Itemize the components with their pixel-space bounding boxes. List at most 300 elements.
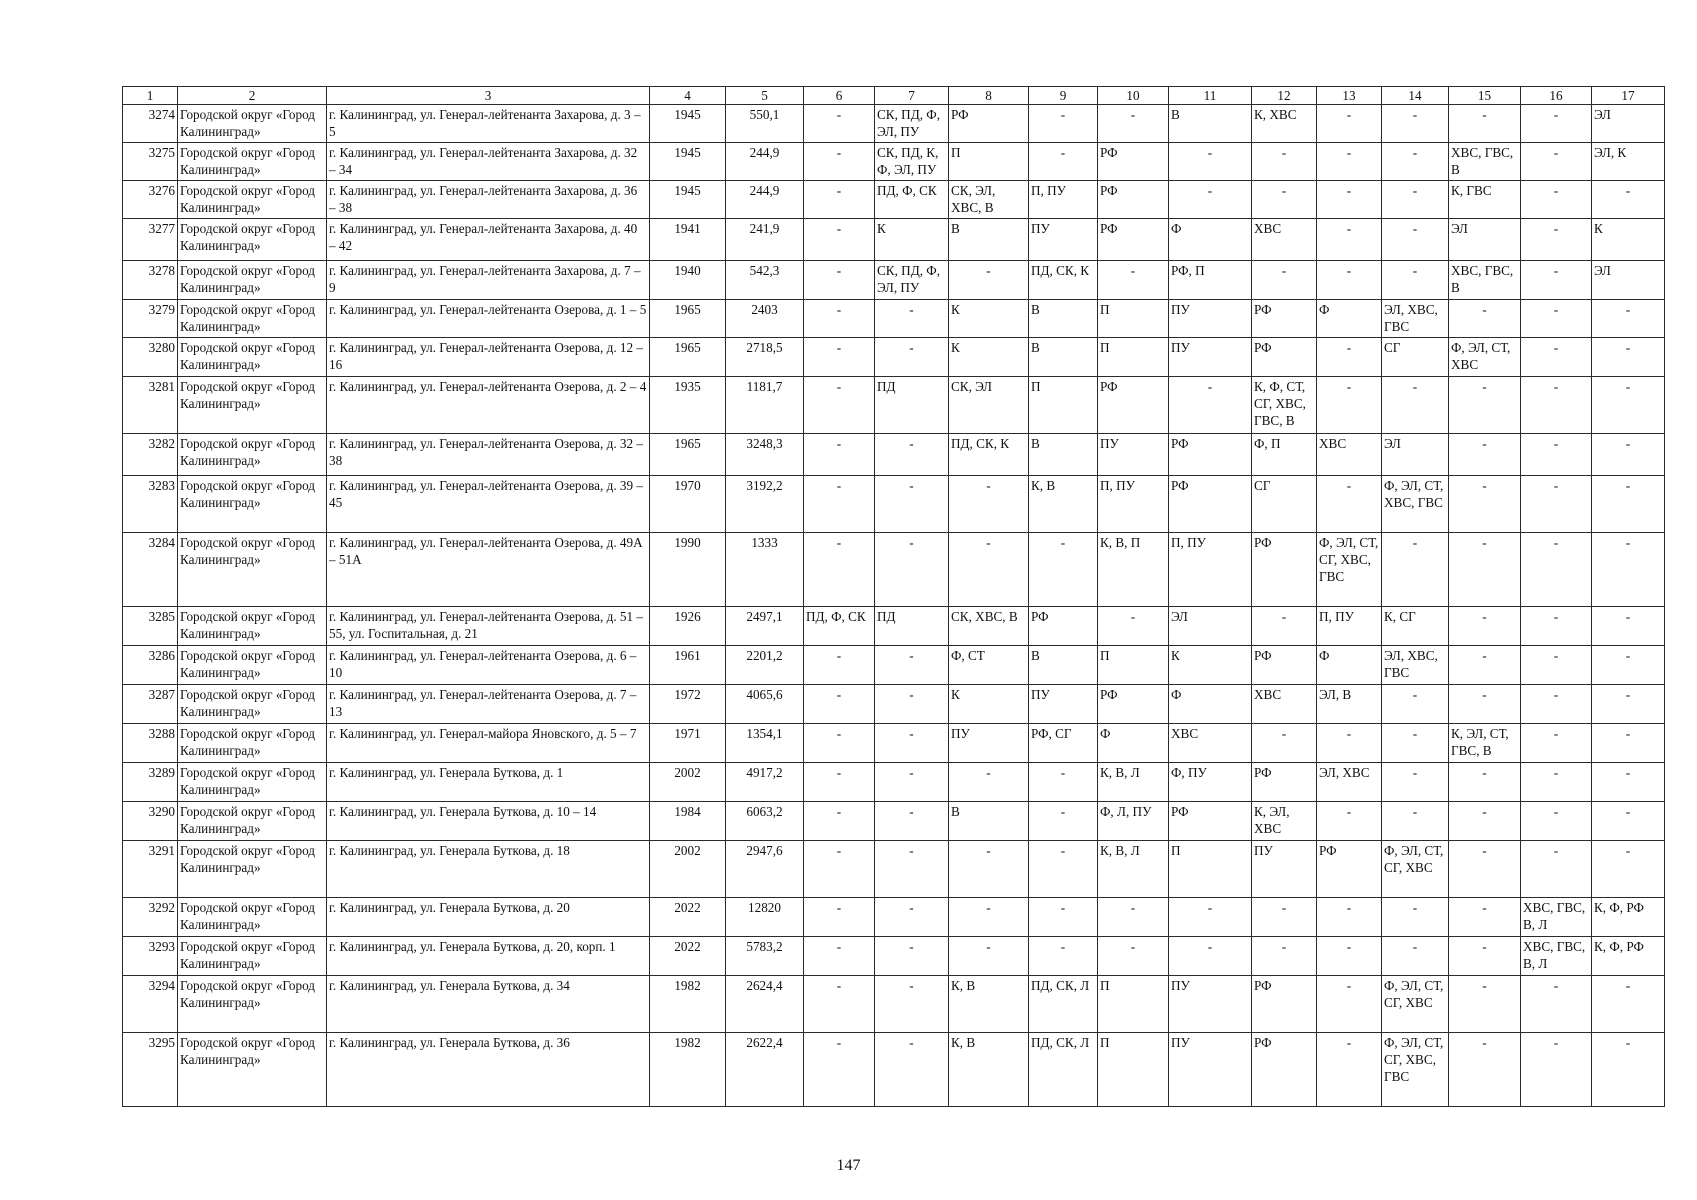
cell-col-7: ПД: [875, 607, 949, 646]
column-header-9: 9: [1029, 87, 1098, 105]
cell-col-2: Городской округ «Город Калининград»: [178, 685, 327, 724]
cell-col-3: г. Калининград, ул. Генерал-лейтенанта Озерова, д. 2 – 4: [327, 377, 650, 434]
cell-col-14: Ф, ЭЛ, СТ, СГ, ХВС: [1382, 841, 1449, 898]
cell-col-15: -: [1449, 646, 1521, 685]
cell-col-7: -: [875, 476, 949, 533]
cell-col-5: 1333: [726, 533, 804, 607]
cell-col-16: -: [1521, 338, 1592, 377]
cell-col-3: г. Калининград, ул. Генерала Буткова, д. 1: [327, 763, 650, 802]
table-row: [123, 607, 1665, 646]
cell-col-11: -: [1169, 377, 1252, 434]
cell-col-10: РФ: [1098, 377, 1169, 434]
cell-col-17: -: [1592, 300, 1665, 338]
cell-col-8: ПУ: [949, 724, 1029, 763]
cell-col-15: -: [1449, 898, 1521, 937]
cell-col-5: 2201,2: [726, 646, 804, 685]
cell-col-11: -: [1169, 181, 1252, 219]
cell-col-1: 3290: [123, 802, 178, 841]
column-header-11: 11: [1169, 87, 1252, 105]
cell-col-5: 2947,6: [726, 841, 804, 898]
cell-col-8: -: [949, 763, 1029, 802]
cell-col-1: 3295: [123, 1033, 178, 1107]
cell-col-3: г. Калининград, ул. Генерала Буткова, д. 36: [327, 1033, 650, 1107]
cell-col-2: Городской округ «Город Калининград»: [178, 841, 327, 898]
cell-col-3: г. Калининград, ул. Генерал-лейтенанта Озерова, д. 39 – 45: [327, 476, 650, 533]
table-row: [123, 976, 1665, 1033]
cell-col-6: -: [804, 724, 875, 763]
cell-col-8: В: [949, 802, 1029, 841]
cell-col-7: СК, ПД, Ф, ЭЛ, ПУ: [875, 105, 949, 143]
cell-col-9: -: [1029, 802, 1098, 841]
cell-col-5: 241,9: [726, 219, 804, 261]
cell-col-17: -: [1592, 607, 1665, 646]
cell-col-3: г. Калининград, ул. Генерала Буткова, д. 10 – 14: [327, 802, 650, 841]
cell-col-13: ХВС: [1317, 434, 1382, 476]
column-header-8: 8: [949, 87, 1029, 105]
cell-col-14: -: [1382, 937, 1449, 976]
cell-col-15: -: [1449, 476, 1521, 533]
cell-col-6: -: [804, 533, 875, 607]
cell-col-3: г. Калининград, ул. Генерал-лейтенанта Озерова, д. 1 – 5: [327, 300, 650, 338]
cell-col-11: П: [1169, 841, 1252, 898]
cell-col-15: -: [1449, 434, 1521, 476]
cell-col-17: К, Ф, РФ: [1592, 898, 1665, 937]
cell-col-8: К: [949, 338, 1029, 377]
cell-col-7: -: [875, 802, 949, 841]
cell-col-15: -: [1449, 763, 1521, 802]
cell-col-7: -: [875, 898, 949, 937]
cell-col-12: К, ХВС: [1252, 105, 1317, 143]
cell-col-7: -: [875, 841, 949, 898]
cell-col-5: 4917,2: [726, 763, 804, 802]
cell-col-15: -: [1449, 685, 1521, 724]
cell-col-17: -: [1592, 724, 1665, 763]
cell-col-5: 2624,4: [726, 976, 804, 1033]
cell-col-17: -: [1592, 646, 1665, 685]
cell-col-12: РФ: [1252, 646, 1317, 685]
cell-col-7: -: [875, 434, 949, 476]
cell-col-2: Городской округ «Город Калининград»: [178, 937, 327, 976]
cell-col-13: -: [1317, 1033, 1382, 1107]
cell-col-4: 1935: [650, 377, 726, 434]
cell-col-3: г. Калининград, ул. Генерал-лейтенанта Озерова, д. 7 – 13: [327, 685, 650, 724]
cell-col-8: В: [949, 219, 1029, 261]
cell-col-2: Городской округ «Город Калининград»: [178, 976, 327, 1033]
cell-col-14: -: [1382, 377, 1449, 434]
cell-col-13: ЭЛ, В: [1317, 685, 1382, 724]
table-row: [123, 181, 1665, 219]
column-header-10: 10: [1098, 87, 1169, 105]
cell-col-11: -: [1169, 143, 1252, 181]
table-body: [123, 105, 1665, 1107]
cell-col-10: -: [1098, 105, 1169, 143]
cell-col-12: Ф, П: [1252, 434, 1317, 476]
cell-col-4: 2022: [650, 937, 726, 976]
cell-col-10: К, В, Л: [1098, 841, 1169, 898]
cell-col-14: Ф, ЭЛ, СТ, ХВС, ГВС: [1382, 476, 1449, 533]
cell-col-2: Городской округ «Город Калининград»: [178, 724, 327, 763]
cell-col-7: -: [875, 338, 949, 377]
cell-col-9: В: [1029, 300, 1098, 338]
cell-col-15: -: [1449, 533, 1521, 607]
cell-col-2: Городской округ «Город Калининград»: [178, 802, 327, 841]
cell-col-9: ПУ: [1029, 219, 1098, 261]
cell-col-11: ХВС: [1169, 724, 1252, 763]
cell-col-14: СГ: [1382, 338, 1449, 377]
table-row: [123, 646, 1665, 685]
cell-col-6: -: [804, 434, 875, 476]
cell-col-4: 2022: [650, 898, 726, 937]
cell-col-7: -: [875, 763, 949, 802]
cell-col-8: К, В: [949, 1033, 1029, 1107]
cell-col-13: -: [1317, 105, 1382, 143]
table-row: [123, 377, 1665, 434]
cell-col-2: Городской округ «Город Калининград»: [178, 898, 327, 937]
cell-col-8: -: [949, 261, 1029, 300]
cell-col-17: -: [1592, 338, 1665, 377]
cell-col-4: 1965: [650, 434, 726, 476]
table-row: [123, 1033, 1665, 1107]
cell-col-13: ЭЛ, ХВС: [1317, 763, 1382, 802]
cell-col-4: 1971: [650, 724, 726, 763]
cell-col-5: 2497,1: [726, 607, 804, 646]
cell-col-6: -: [804, 976, 875, 1033]
cell-col-10: -: [1098, 261, 1169, 300]
cell-col-17: -: [1592, 476, 1665, 533]
cell-col-16: ХВС, ГВС, В, Л: [1521, 937, 1592, 976]
column-header-13: 13: [1317, 87, 1382, 105]
cell-col-8: -: [949, 533, 1029, 607]
cell-col-1: 3278: [123, 261, 178, 300]
cell-col-17: -: [1592, 377, 1665, 434]
cell-col-10: Ф: [1098, 724, 1169, 763]
cell-col-15: -: [1449, 841, 1521, 898]
cell-col-14: Ф, ЭЛ, СТ, СГ, ХВС, ГВС: [1382, 1033, 1449, 1107]
cell-col-12: ХВС: [1252, 219, 1317, 261]
cell-col-17: К, Ф, РФ: [1592, 937, 1665, 976]
cell-col-3: г. Калининград, ул. Генерал-майора Яновского, д. 5 – 7: [327, 724, 650, 763]
cell-col-1: 3275: [123, 143, 178, 181]
cell-col-10: П: [1098, 338, 1169, 377]
cell-col-10: П: [1098, 1033, 1169, 1107]
cell-col-7: -: [875, 724, 949, 763]
cell-col-14: ЭЛ: [1382, 434, 1449, 476]
cell-col-8: СК, ХВС, В: [949, 607, 1029, 646]
cell-col-9: -: [1029, 105, 1098, 143]
cell-col-12: СГ: [1252, 476, 1317, 533]
cell-col-17: К: [1592, 219, 1665, 261]
cell-col-6: -: [804, 143, 875, 181]
cell-col-10: РФ: [1098, 685, 1169, 724]
cell-col-12: -: [1252, 181, 1317, 219]
cell-col-3: г. Калининград, ул. Генерала Буткова, д. 20: [327, 898, 650, 937]
cell-col-16: -: [1521, 219, 1592, 261]
cell-col-11: ЭЛ: [1169, 607, 1252, 646]
cell-col-8: -: [949, 476, 1029, 533]
cell-col-15: -: [1449, 1033, 1521, 1107]
cell-col-8: Ф, СТ: [949, 646, 1029, 685]
cell-col-3: г. Калининград, ул. Генерал-лейтенанта Захарова, д. 40 – 42: [327, 219, 650, 261]
cell-col-3: г. Калининград, ул. Генерал-лейтенанта Озерова, д. 32 – 38: [327, 434, 650, 476]
cell-col-11: ПУ: [1169, 976, 1252, 1033]
cell-col-10: К, В, П: [1098, 533, 1169, 607]
cell-col-13: -: [1317, 898, 1382, 937]
cell-col-17: -: [1592, 841, 1665, 898]
cell-col-8: ПД, СК, К: [949, 434, 1029, 476]
cell-col-2: Городской округ «Город Калининград»: [178, 434, 327, 476]
cell-col-6: -: [804, 476, 875, 533]
cell-col-13: -: [1317, 976, 1382, 1033]
cell-col-13: -: [1317, 377, 1382, 434]
cell-col-13: -: [1317, 476, 1382, 533]
cell-col-11: РФ: [1169, 802, 1252, 841]
cell-col-2: Городской округ «Город Калининград»: [178, 338, 327, 377]
cell-col-14: -: [1382, 724, 1449, 763]
cell-col-16: -: [1521, 685, 1592, 724]
cell-col-9: -: [1029, 898, 1098, 937]
cell-col-3: г. Калининград, ул. Генерал-лейтенанта Озерова, д. 12 – 16: [327, 338, 650, 377]
cell-col-17: ЭЛ, К: [1592, 143, 1665, 181]
cell-col-5: 2403: [726, 300, 804, 338]
cell-col-14: -: [1382, 763, 1449, 802]
cell-col-4: 1990: [650, 533, 726, 607]
cell-col-17: -: [1592, 685, 1665, 724]
cell-col-16: -: [1521, 841, 1592, 898]
cell-col-4: 1940: [650, 261, 726, 300]
cell-col-12: К, Ф, СТ, СГ, ХВС, ГВС, В: [1252, 377, 1317, 434]
cell-col-1: 3289: [123, 763, 178, 802]
cell-col-12: -: [1252, 261, 1317, 300]
cell-col-16: -: [1521, 802, 1592, 841]
column-header-2: 2: [178, 87, 327, 105]
cell-col-5: 2718,5: [726, 338, 804, 377]
cell-col-10: РФ: [1098, 181, 1169, 219]
cell-col-2: Городской округ «Город Калининград»: [178, 219, 327, 261]
cell-col-6: -: [804, 1033, 875, 1107]
cell-col-2: Городской округ «Город Калининград»: [178, 476, 327, 533]
cell-col-12: -: [1252, 898, 1317, 937]
cell-col-7: ПД: [875, 377, 949, 434]
cell-col-11: РФ: [1169, 476, 1252, 533]
cell-col-11: П, ПУ: [1169, 533, 1252, 607]
cell-col-15: -: [1449, 976, 1521, 1033]
table-row: [123, 763, 1665, 802]
cell-col-16: -: [1521, 607, 1592, 646]
cell-col-14: -: [1382, 533, 1449, 607]
cell-col-5: 3192,2: [726, 476, 804, 533]
cell-col-3: г. Калининград, ул. Генерал-лейтенанта Захарова, д. 7 – 9: [327, 261, 650, 300]
cell-col-1: 3280: [123, 338, 178, 377]
cell-col-11: ПУ: [1169, 300, 1252, 338]
cell-col-11: К: [1169, 646, 1252, 685]
column-header-5: 5: [726, 87, 804, 105]
column-header-6: 6: [804, 87, 875, 105]
cell-col-12: -: [1252, 724, 1317, 763]
cell-col-3: г. Калининград, ул. Генерала Буткова, д. 18: [327, 841, 650, 898]
cell-col-10: К, В, Л: [1098, 763, 1169, 802]
cell-col-8: К: [949, 685, 1029, 724]
cell-col-1: 3282: [123, 434, 178, 476]
cell-col-7: -: [875, 533, 949, 607]
cell-col-7: ПД, Ф, СК: [875, 181, 949, 219]
cell-col-9: РФ: [1029, 607, 1098, 646]
table-row: [123, 533, 1665, 607]
cell-col-5: 542,3: [726, 261, 804, 300]
cell-col-13: Ф: [1317, 300, 1382, 338]
cell-col-7: -: [875, 976, 949, 1033]
cell-col-16: -: [1521, 1033, 1592, 1107]
cell-col-4: 2002: [650, 841, 726, 898]
cell-col-4: 1965: [650, 338, 726, 377]
cell-col-16: -: [1521, 300, 1592, 338]
cell-col-1: 3283: [123, 476, 178, 533]
cell-col-15: ХВС, ГВС, В: [1449, 261, 1521, 300]
cell-col-11: -: [1169, 937, 1252, 976]
cell-col-8: К, В: [949, 976, 1029, 1033]
cell-col-9: В: [1029, 338, 1098, 377]
cell-col-2: Городской округ «Город Калининград»: [178, 300, 327, 338]
cell-col-9: -: [1029, 143, 1098, 181]
table-row: [123, 143, 1665, 181]
cell-col-1: 3287: [123, 685, 178, 724]
column-header-1: 1: [123, 87, 178, 105]
cell-col-6: -: [804, 802, 875, 841]
cell-col-12: -: [1252, 143, 1317, 181]
cell-col-5: 244,9: [726, 181, 804, 219]
cell-col-12: РФ: [1252, 533, 1317, 607]
cell-col-6: -: [804, 300, 875, 338]
cell-col-3: г. Калининград, ул. Генерал-лейтенанта Захарова, д. 36 – 38: [327, 181, 650, 219]
cell-col-9: -: [1029, 763, 1098, 802]
cell-col-4: 1984: [650, 802, 726, 841]
cell-col-10: П: [1098, 300, 1169, 338]
cell-col-13: -: [1317, 219, 1382, 261]
table-row: [123, 841, 1665, 898]
cell-col-7: -: [875, 300, 949, 338]
cell-col-16: -: [1521, 976, 1592, 1033]
cell-col-1: 3284: [123, 533, 178, 607]
cell-col-12: -: [1252, 937, 1317, 976]
table-row: [123, 802, 1665, 841]
cell-col-5: 2622,4: [726, 1033, 804, 1107]
cell-col-2: Городской округ «Город Калининград»: [178, 646, 327, 685]
cell-col-17: -: [1592, 434, 1665, 476]
cell-col-4: 1945: [650, 143, 726, 181]
cell-col-5: 6063,2: [726, 802, 804, 841]
cell-col-1: 3285: [123, 607, 178, 646]
cell-col-2: Городской округ «Город Калининград»: [178, 105, 327, 143]
column-header-4: 4: [650, 87, 726, 105]
cell-col-11: РФ, П: [1169, 261, 1252, 300]
cell-col-8: -: [949, 841, 1029, 898]
cell-col-6: -: [804, 377, 875, 434]
cell-col-6: -: [804, 261, 875, 300]
cell-col-12: РФ: [1252, 338, 1317, 377]
cell-col-2: Городской округ «Город Калининград»: [178, 181, 327, 219]
cell-col-8: -: [949, 898, 1029, 937]
cell-col-16: -: [1521, 377, 1592, 434]
cell-col-10: Ф, Л, ПУ: [1098, 802, 1169, 841]
cell-col-12: К, ЭЛ, ХВС: [1252, 802, 1317, 841]
cell-col-16: -: [1521, 476, 1592, 533]
cell-col-15: -: [1449, 300, 1521, 338]
cell-col-12: РФ: [1252, 300, 1317, 338]
cell-col-11: В: [1169, 105, 1252, 143]
cell-col-9: В: [1029, 646, 1098, 685]
cell-col-2: Городской округ «Город Калининград»: [178, 607, 327, 646]
cell-col-6: -: [804, 105, 875, 143]
table-row: [123, 300, 1665, 338]
cell-col-4: 1982: [650, 976, 726, 1033]
cell-col-12: -: [1252, 607, 1317, 646]
cell-col-9: В: [1029, 434, 1098, 476]
cell-col-10: -: [1098, 937, 1169, 976]
cell-col-16: -: [1521, 434, 1592, 476]
page-number: 147: [836, 1157, 861, 1174]
cell-col-1: 3276: [123, 181, 178, 219]
cell-col-15: Ф, ЭЛ, СТ, ХВС: [1449, 338, 1521, 377]
table-row: [123, 476, 1665, 533]
cell-col-6: -: [804, 898, 875, 937]
cell-col-7: СК, ПД, К, Ф, ЭЛ, ПУ: [875, 143, 949, 181]
cell-col-2: Городской округ «Город Калининград»: [178, 377, 327, 434]
cell-col-10: П, ПУ: [1098, 476, 1169, 533]
cell-col-6: -: [804, 685, 875, 724]
cell-col-7: К: [875, 219, 949, 261]
cell-col-4: 1972: [650, 685, 726, 724]
cell-col-5: 1181,7: [726, 377, 804, 434]
cell-col-14: -: [1382, 261, 1449, 300]
column-header-15: 15: [1449, 87, 1521, 105]
cell-col-17: -: [1592, 763, 1665, 802]
cell-col-5: 12820: [726, 898, 804, 937]
cell-col-10: ПУ: [1098, 434, 1169, 476]
cell-col-13: -: [1317, 338, 1382, 377]
cell-col-16: -: [1521, 143, 1592, 181]
cell-col-10: -: [1098, 898, 1169, 937]
cell-col-9: РФ, СГ: [1029, 724, 1098, 763]
cell-col-4: 1926: [650, 607, 726, 646]
cell-col-3: г. Калининград, ул. Генерал-лейтенанта Озерова, д. 51 – 55, ул. Госпитальная, д. 21: [327, 607, 650, 646]
cell-col-9: ПД, СК, К: [1029, 261, 1098, 300]
cell-col-10: П: [1098, 976, 1169, 1033]
cell-col-1: 3292: [123, 898, 178, 937]
column-header-12: 12: [1252, 87, 1317, 105]
cell-col-4: 1970: [650, 476, 726, 533]
cell-col-15: ЭЛ: [1449, 219, 1521, 261]
cell-col-13: -: [1317, 181, 1382, 219]
cell-col-17: -: [1592, 802, 1665, 841]
cell-col-9: -: [1029, 533, 1098, 607]
cell-col-9: П, ПУ: [1029, 181, 1098, 219]
cell-col-11: Ф: [1169, 219, 1252, 261]
cell-col-2: Городской округ «Город Калининград»: [178, 763, 327, 802]
table-row: [123, 338, 1665, 377]
cell-col-15: -: [1449, 607, 1521, 646]
cell-col-15: К, ЭЛ, СТ, ГВС, В: [1449, 724, 1521, 763]
cell-col-14: -: [1382, 105, 1449, 143]
cell-col-16: -: [1521, 261, 1592, 300]
cell-col-15: -: [1449, 105, 1521, 143]
table-row: [123, 898, 1665, 937]
cell-col-14: -: [1382, 219, 1449, 261]
table-row: [123, 937, 1665, 976]
cell-col-11: ПУ: [1169, 1033, 1252, 1107]
cell-col-13: -: [1317, 143, 1382, 181]
cell-col-14: -: [1382, 685, 1449, 724]
cell-col-16: -: [1521, 533, 1592, 607]
cell-col-10: РФ: [1098, 219, 1169, 261]
